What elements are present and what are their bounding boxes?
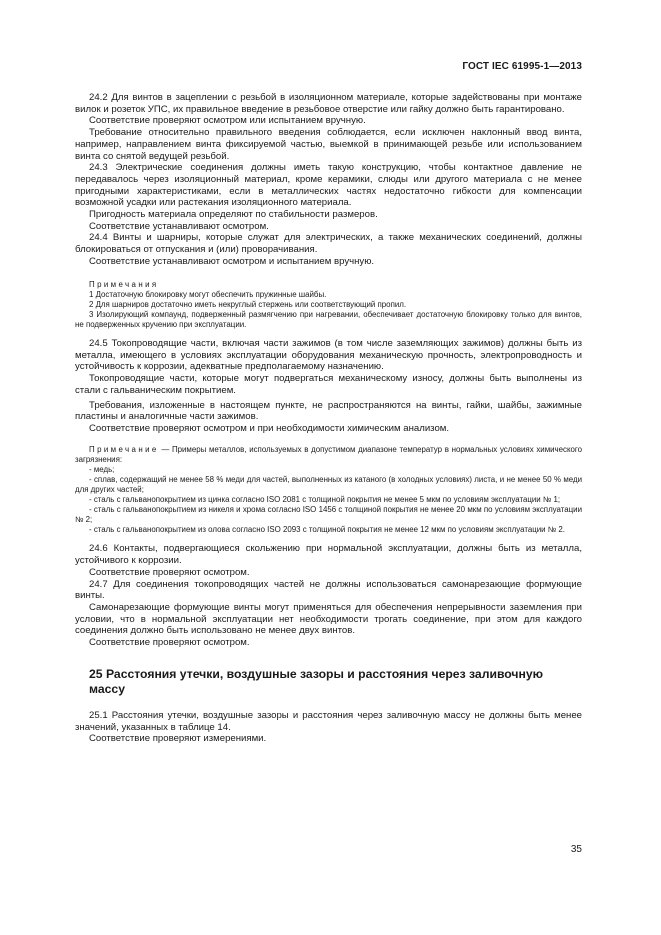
notes-title: Примечания [89,279,159,289]
note-item: 3 Изолирующий компаунд, подверженный размягчению при нагревании, обеспечивает достаточную блокировку только для винтов, не подверженных кручению при эксплуатации. [75,309,582,329]
note-item: - медь; [89,464,115,474]
paragraph: Соответствие проверяют осмотром. [89,637,250,649]
paragraph: Соответствие устанавливают осмотром. [89,220,269,232]
page-number: 35 [570,844,582,855]
clause-24-5: 24.5 Токопроводящие части, включая части зажимов (в том числе заземляющих зажимов) должны быть из металла, имеющего в условиях эксплуатации оборудования механическую прочность, электропроводность и устойчивость к коррозии, адекватные предполагаемому назначению. [75,338,582,373]
paragraph: Пригодность материала определяют по стабильности размеров. [89,209,378,221]
paragraph: Требование относительно правильного введения соблюдается, если исключен наклонный ввод винта, например, направлением винта фиксируемой частью, выемкой в принимающей резьбе или использованием винта со снятой ведущей резьбой. [75,127,582,162]
section-heading-25: 25 Расстояния утечки, воздушные зазоры и расстояния через заливочную массу [89,666,544,696]
paragraph: Соответствие проверяют осмотром. [89,566,250,578]
note-item: 1 Достаточную блокировку могут обеспечить пружинные шайбы. [89,289,327,299]
notes-block-2 [75,445,582,536]
note-item: - сталь с гальванопокрытием из цинка согласно ISO 2081 с толщиной покрытия не менее 5 мкм по условиям эксплуатации № 1; [89,495,561,505]
paragraph: Самонарезающие формующие винты могут применяться для обеспечения непрерывности заземления при условии, что в нормальной эксплуатации нет необходимости трогать соединение, при этом для каждого соединения должно быть использовано не менее двух винтов. [75,602,582,637]
document-header: ГОСТ IEC 61995-1—2013 [462,61,582,72]
clause-24-3: 24.3 Электрические соединения должны иметь такую конструкцию, чтобы контактное давление не передавалось через изоляционный материал, кроме керамики, слюды или другого материала с не менее пригодными характеристиками, если в металлических частях недостаточно гибкости для компенсации возможной усадки или растекания изоляционного материала. [75,162,582,209]
note-item: 2 Для шарниров достаточно иметь некруглый стержень или соответствующий пропил. [89,299,407,309]
clause-24-4: 24.4 Винты и шарниры, которые служат для электрических, а также механических соединений, должны блокироваться от отпускания и (или) проворачивания. [75,232,582,256]
note-item: - сталь с гальванопокрытием из олова согласно ISO 2093 с толщиной покрытия не менее 12 мкм по условиям эксплуатации № 2. [89,525,565,535]
paragraph: Соответствие проверяют осмотром и при необходимости химическим анализом. [89,422,450,434]
note-lead: Примечание — Примеры металлов, используемых в допустимом диапазоне температур в нормальных условиях химического загрязнения: [75,444,582,464]
clause-24-2: 24.2 Для винтов в зацеплении с резьбой в изоляционном материале, которые задействованы при монтаже вилок и розеток УПС, их правильное введение в резьбовое отверстие или гайку должно быть гарантировано. [75,92,582,115]
paragraph: Соответствие устанавливают осмотром и испытанием вручную. [89,255,375,267]
paragraph: Требования, изложенные в настоящем пункте, не распространяются на винты, гайки, шайбы, зажимные пластины и аналогичные части зажимов. [75,399,582,423]
note-item: - сплав, содержащий не менее 58 % меди для частей, выполненных из катаного (в холодных условиях) листа, и не менее 50 % меди для других частей; [75,474,582,495]
clause-25-1: 25.1 Расстояния утечки, воздушные зазоры и расстояния через заливочную массу не должны быть менее значений, указанных в таблице 14. [75,709,582,733]
paragraph: Токопроводящие части, которые могут подвергаться механическому износу, должны быть выполнены из стали с гальваническим покрытием. [75,373,582,396]
note-item: - сталь с гальванопокрытием из никеля и хрома согласно ISO 1456 с толщиной покрытия не менее 20 мкм по условиям эксплуатации № 2; [75,505,582,525]
clause-24-7: 24.7 Для соединения токопроводящих частей не должны использоваться самонарезающие формующие винты. [75,578,582,602]
paragraph: Соответствие проверяют осмотром или испытанием вручную. [89,115,366,127]
clause-24-6: 24.6 Контакты, подвергающиеся скольжению при нормальной эксплуатации, должны быть из металла, устойчивого к коррозии. [75,543,582,567]
document-body [75,92,582,745]
notes-block-1 [75,280,582,330]
paragraph: Соответствие проверяют измерениями. [89,733,267,745]
